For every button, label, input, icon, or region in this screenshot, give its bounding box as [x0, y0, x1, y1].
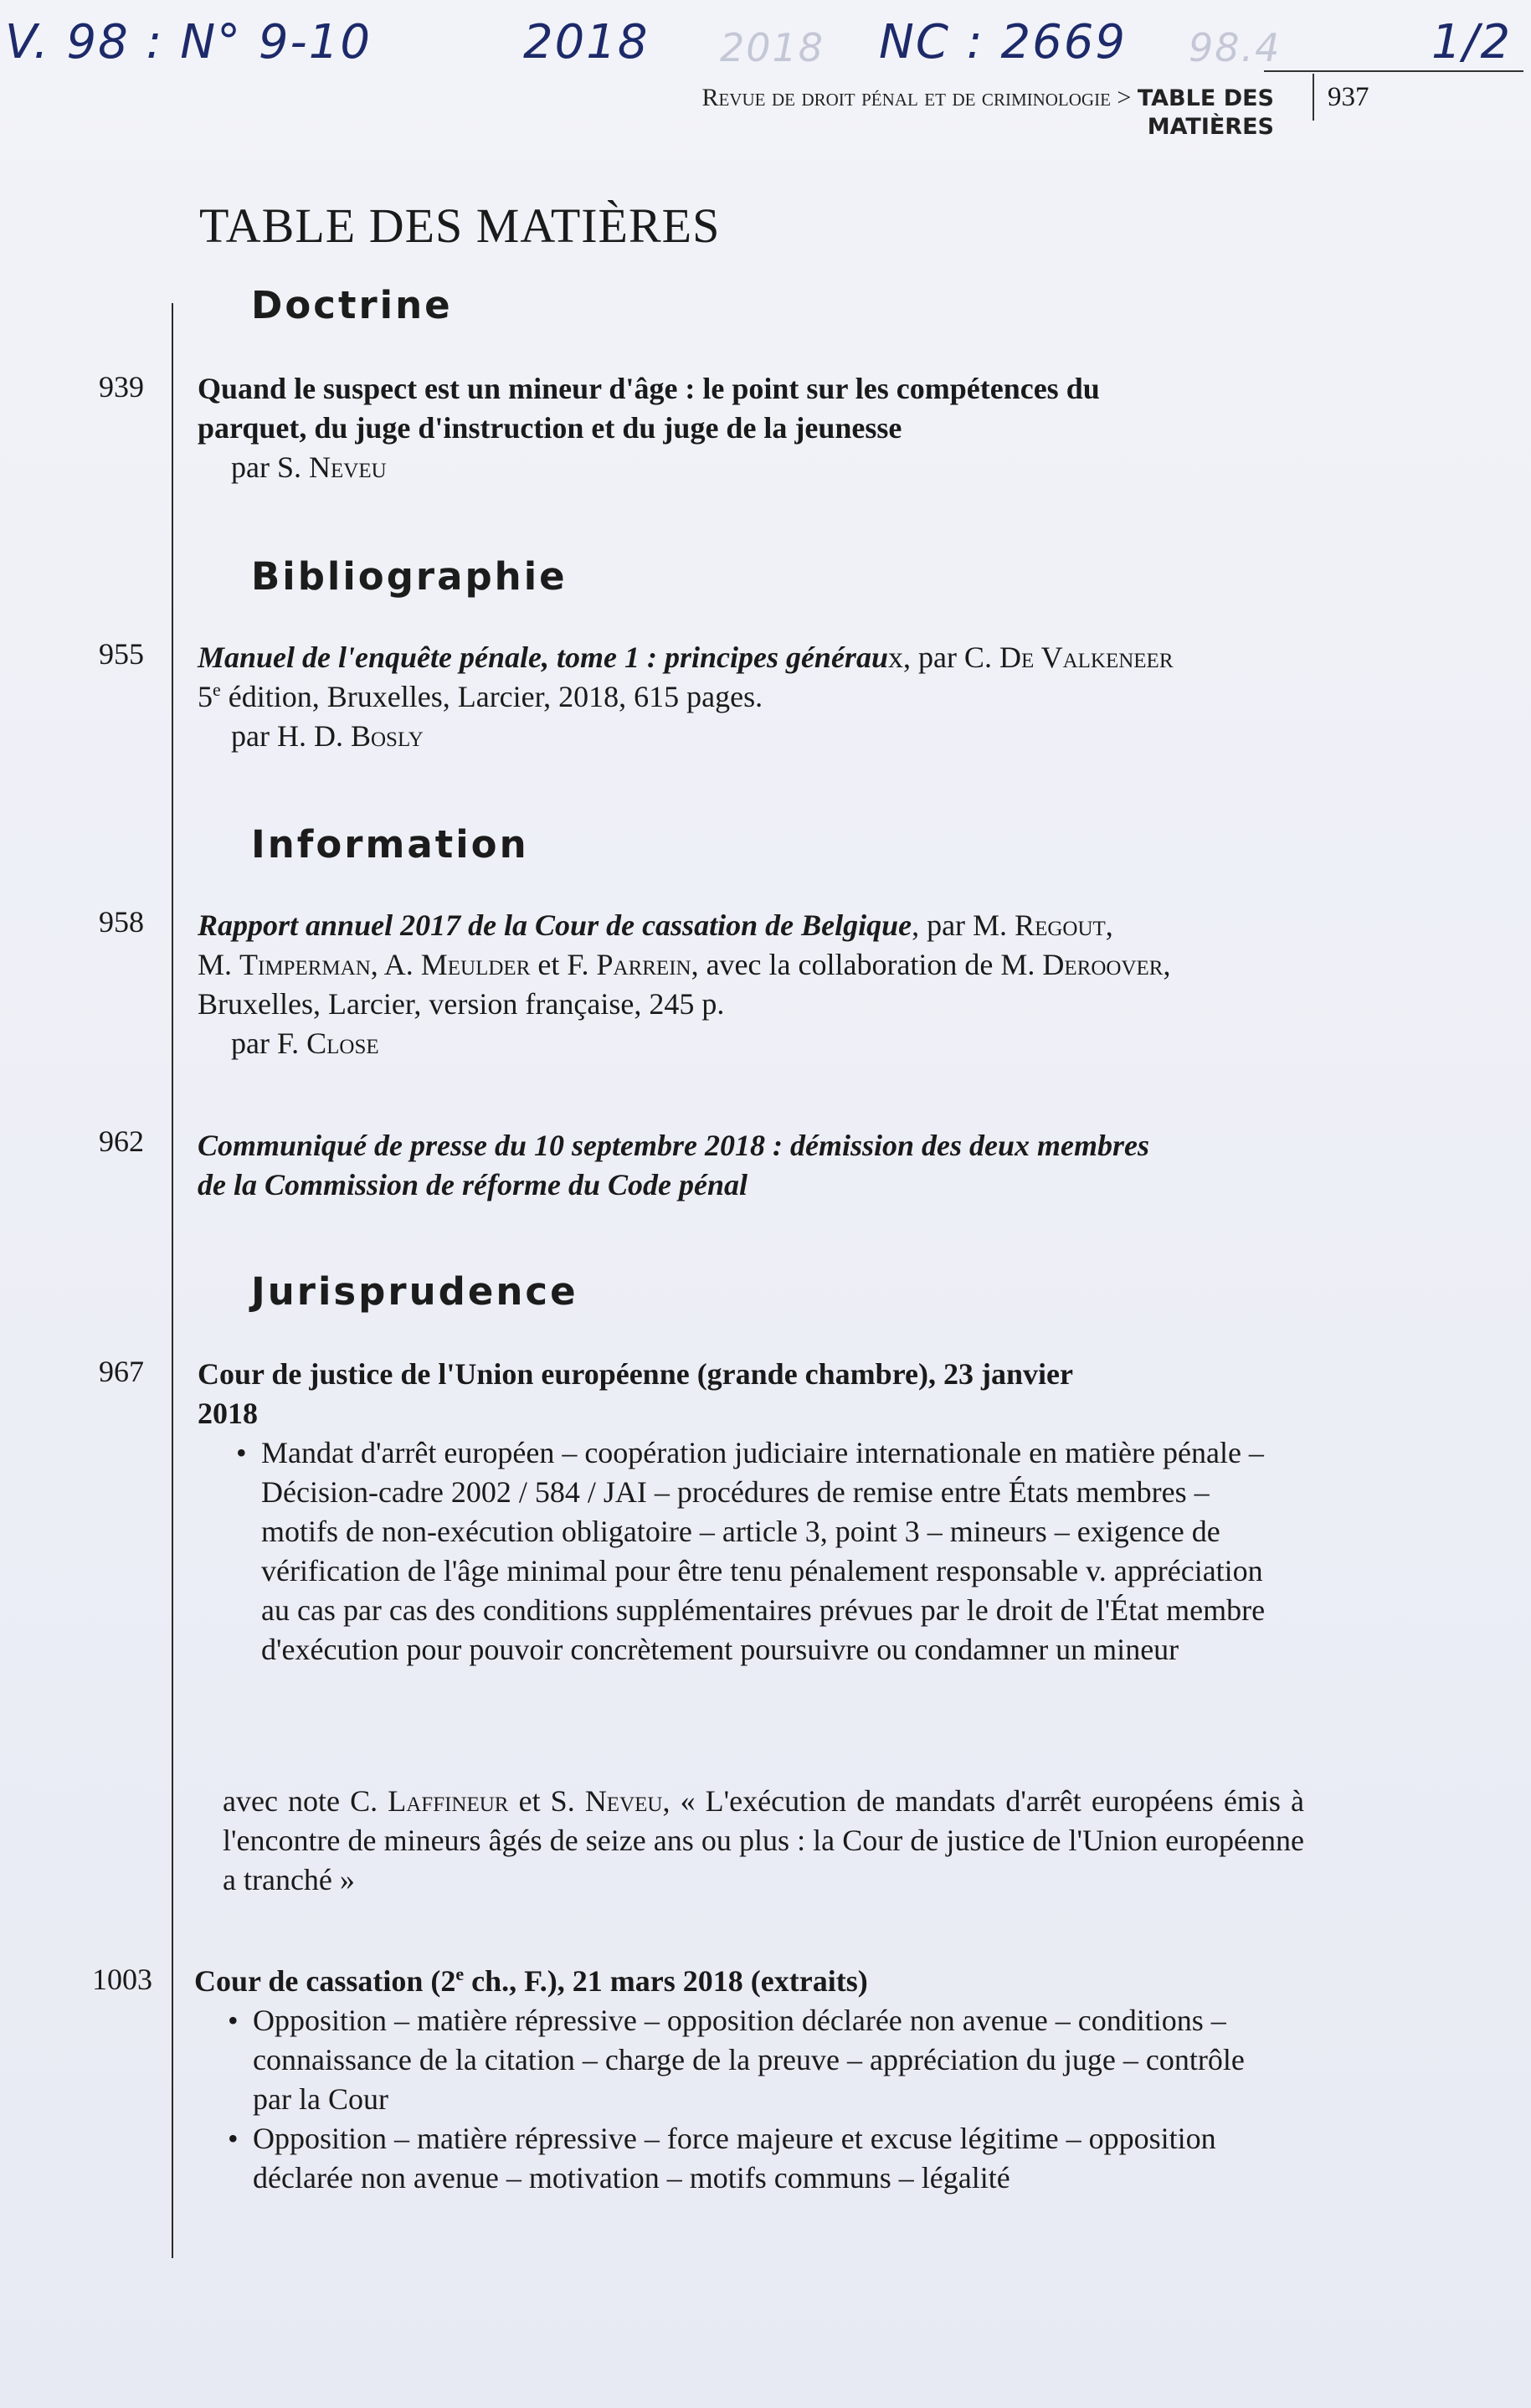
entry-title-line: de la Commission de réforme du Code pénal — [198, 1168, 748, 1201]
faint-handwritten-year: 2018 — [720, 25, 825, 70]
section-heading-information: Information — [251, 822, 529, 867]
toc-entry-958 — [198, 906, 1307, 1063]
entry-note-967: avec note C. Laffineur et S. Neveu, « L'exécution de mandats d'arrêt européens émis à l'encontre de mineurs âgés de seize ans ou plus : la Cour de justice de l'Union européenne a tranché » — [223, 1784, 1304, 1896]
entry-page-967: 967 — [99, 1355, 144, 1388]
header-section-title: TABLE DES MATIÈRES — [1137, 85, 1274, 140]
section-heading-bibliographie: Bibliographie — [251, 554, 568, 599]
entry-title-line: 2018 — [198, 1397, 258, 1430]
page-title: TABLE DES MATIÈRES — [199, 198, 721, 253]
entry-authors-line: M. Timperman, A. Meulder et F. Parrein, avec la collaboration de M. Deroover, — [198, 948, 1171, 981]
entry-title-line: Communiqué de presse du 10 septembre 2018 : démission des deux membres — [198, 1129, 1149, 1162]
journal-name: Revue de droit pénal et de criminologie — [701, 84, 1111, 111]
list-item: • Mandat d'arrêt européen – coopération judiciaire internationale en matière pénale – Décision-cadre 2002 / 584 / JAI – procédures de remise entre États membres – motifs de non-exécution obligatoire – article 3, point 3 – mineurs – exigence de vérification de l'âge minimal pour être tenu pénalement responsable v. appréciation au cas par cas des conditions supplémentaires prévues par le droit de l'État membre d'exécution pour pouvoir concrètement poursuivre ou condamner un mineur — [228, 1433, 1276, 1670]
toc-entry-939 — [198, 369, 1307, 487]
entry-title-line: Quand le suspect est un mineur d'âge : le point sur les compétences du — [198, 372, 1100, 405]
running-header — [578, 84, 1274, 141]
header-rule-vertical — [1313, 74, 1314, 121]
page-number: 937 — [1328, 82, 1369, 112]
entry-publisher-line: Bruxelles, Larcier, version française, 245 p. — [198, 987, 725, 1021]
entry-page-958: 958 — [99, 905, 144, 939]
handwritten-nc-number: NC : 2669 — [879, 15, 1127, 69]
entry-title-line: Cour de cassation (2e ch., F.), 21 mars 2018 (extraits) — [194, 1963, 868, 1998]
handwritten-volume-ref: V. 98 : N° 9-10 — [5, 15, 372, 69]
toc-entry-955 — [198, 638, 1307, 756]
handwritten-sheet-number: 1/2 — [1431, 15, 1513, 69]
handwritten-year: 2018 — [523, 15, 650, 69]
entry-page-955: 955 — [99, 637, 144, 671]
entry-author: par F. Close — [231, 1026, 379, 1060]
keyword-list — [228, 1433, 1276, 1670]
section-heading-jurisprudence: Jurisprudence — [251, 1269, 578, 1314]
entry-edition-line: 5e édition, Bruxelles, Larcier, 2018, 615 pages. — [198, 679, 763, 713]
entry-page-1003: 1003 — [92, 1963, 152, 1996]
keyword-list — [219, 2001, 1257, 2198]
margin-rule — [172, 303, 173, 2258]
entry-title-line: parquet, du juge d'instruction et du juge de la jeunesse — [198, 411, 902, 445]
toc-entry-1003 — [194, 1962, 1282, 2198]
faint-handwritten-number: 98.4 — [1189, 25, 1282, 70]
entry-title-line: Cour de justice de l'Union européenne (grande chambre), 23 janvier — [198, 1357, 1073, 1391]
section-heading-doctrine: Doctrine — [251, 283, 453, 327]
entry-author: par S. Neveu — [231, 450, 387, 484]
entry-title-line: Rapport annuel 2017 de la Cour de cassation de Belgique, par M. Regout, — [198, 908, 1113, 942]
list-item: • Opposition – matière répressive – opposition déclarée non avenue – conditions – connaissance de la citation – charge de la preuve – appréciation du juge – contrôle par la Cour — [219, 2001, 1257, 2119]
header-separator: > — [1110, 84, 1138, 111]
entry-page-939: 939 — [99, 370, 144, 404]
header-rule-horizontal — [1264, 70, 1523, 72]
entry-title-line: Manuel de l'enquête pénale, tome 1 : principes généraux, par C. De Valkeneer — [198, 641, 1174, 674]
toc-entry-967 — [198, 1355, 1307, 1670]
toc-entry-962 — [198, 1126, 1307, 1205]
list-item: • Opposition – matière répressive – force majeure et excuse légitime – opposition déclarée non avenue – motivation – motifs communs – légalité — [219, 2119, 1257, 2198]
entry-author: par H. D. Bosly — [231, 719, 424, 753]
entry-page-962: 962 — [99, 1124, 144, 1158]
